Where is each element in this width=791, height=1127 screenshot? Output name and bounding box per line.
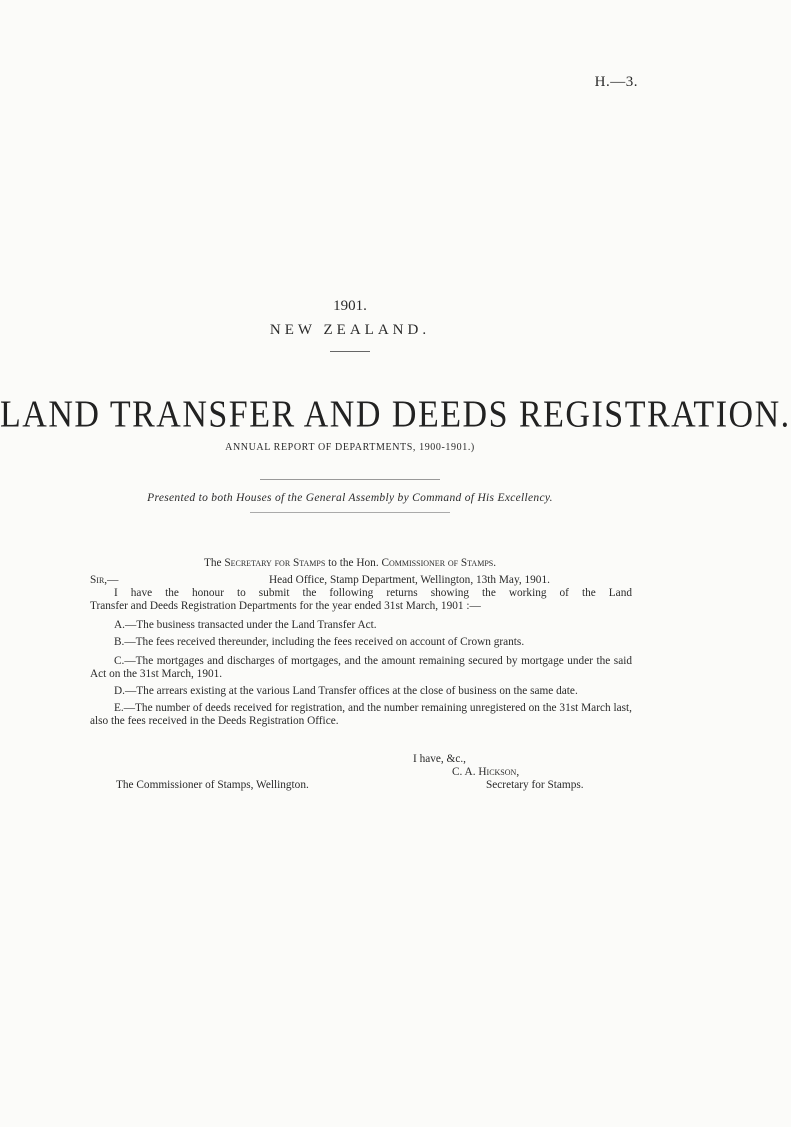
intro-line-2: Transfer and Deeds Registration Departments for the year ended 31st March, 1901 :— [90, 600, 481, 612]
heading-the: The [203, 557, 222, 569]
signatory-title: Secretary for Stamps. [486, 779, 584, 791]
heading-to: Commissioner of Stamps. [381, 557, 497, 569]
divider-upper [260, 479, 440, 480]
item-c: C.—The mortgages and discharges of mortgages, and the amount remaining secured by mortgage under the said Act on the 31st March, 1901. [90, 655, 632, 680]
document-subtitle: ANNUAL REPORT OF DEPARTMENTS, 1900-1901.) [225, 442, 475, 453]
signatory [452, 765, 519, 779]
item-e: E.—The number of deeds received for registration, and the number remaining unregistered on the 31st March last, also the fees received in the Deeds Registration Office. [90, 702, 632, 727]
report-year: 1901. [333, 298, 367, 314]
item-d: D.—The arrears existing at the various Land Transfer offices at the close of business on the same date. [114, 685, 578, 697]
addressee: The Commissioner of Stamps, Wellington. [116, 779, 309, 791]
item-a: A.—The business transacted under the Land Transfer Act. [114, 619, 377, 631]
letter-heading [0, 556, 700, 570]
item-b: B.—The fees received thereunder, including the fees received on account of Crown grants. [114, 636, 525, 648]
heading-to-word: to the Hon. [328, 557, 379, 569]
presented-line: Presented to both Houses of the General Assembly by Command of His Excellency. [147, 492, 553, 504]
letter-body [90, 587, 632, 732]
closing: I have, &c., [413, 753, 467, 765]
divider-short [330, 351, 370, 352]
signatory-name: Hickson, [478, 766, 520, 778]
document-title: LAND TRANSFER AND DEEDS REGISTRATION. [0, 394, 791, 436]
heading-from: Secretary for Stamps [224, 557, 326, 569]
divider-lower [250, 512, 450, 513]
salutation: Sir,— [90, 574, 119, 586]
intro-line-1: I have the honour to submit the following returns showing the working of the Land [114, 587, 632, 599]
page-reference: H.—3. [594, 74, 638, 90]
country-heading: NEW ZEALAND. [269, 322, 431, 338]
signatory-initials: C. A. [452, 766, 476, 778]
letter-address: Head Office, Stamp Department, Wellington, 13th May, 1901. [269, 574, 550, 586]
